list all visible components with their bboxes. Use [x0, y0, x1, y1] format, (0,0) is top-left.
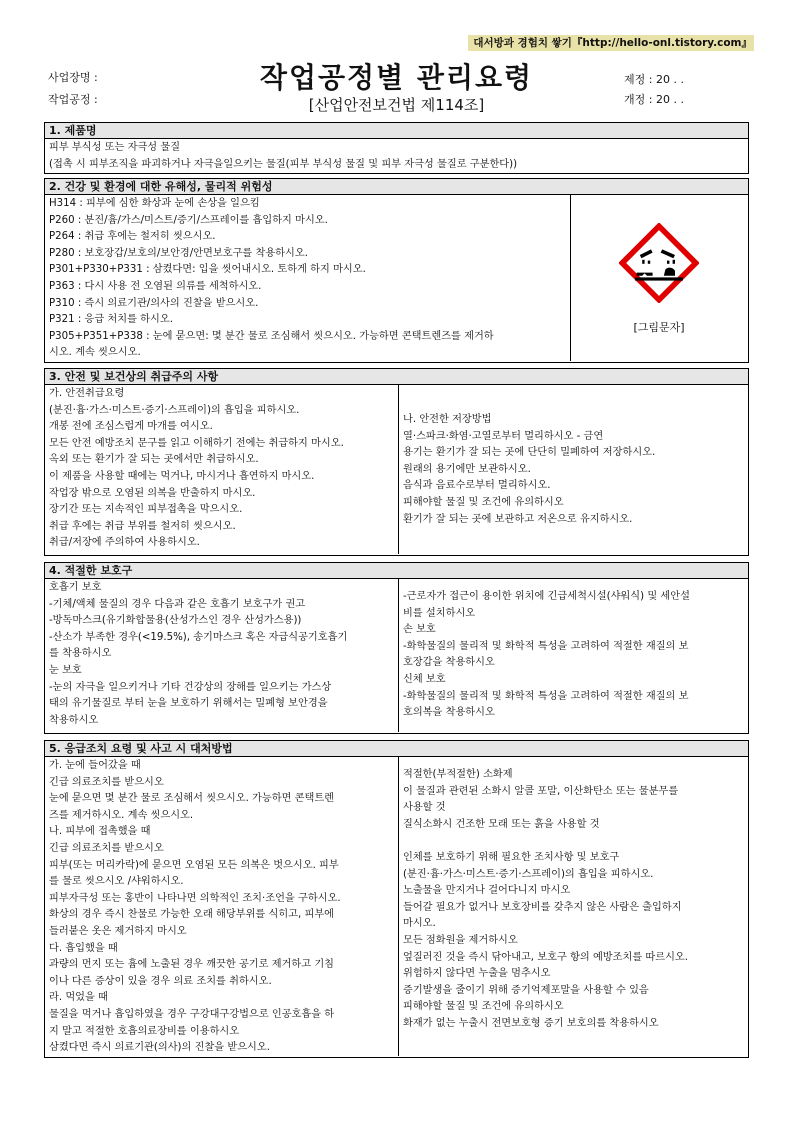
text-line: 이 제품을 사용할 때에는 먹거나, 마시거나 흡연하지 마시오.	[49, 470, 315, 482]
text-line	[403, 833, 743, 850]
text-line: 물질을 먹거나 흡입하였을 경우 구강대구강법으로 인공호흡을 하	[49, 1008, 335, 1020]
protection-right-column	[398, 579, 747, 732]
text-line: 긴급 의료조치를 받으시오	[49, 842, 164, 854]
corrosion-pictogram-icon	[619, 223, 699, 303]
text-line: 개봉 전에 조심스럽게 마개를 여시오.	[49, 421, 213, 433]
page-title: 작업공정별 관리요령	[259, 61, 534, 94]
section-handling	[44, 368, 749, 556]
first-aid-right-column	[398, 757, 747, 1056]
text-line: 취급/저장에 주의하여 사용하시오.	[49, 537, 200, 549]
text-line: P305+P351+P338 : 눈에 묻으면: 몇 분간 물로 조심해서 씻으시오. 가능하면 콘택트렌즈를 제거하	[49, 330, 494, 342]
text-line: 취급 후에는 취급 부위를 철저히 씻으시오.	[49, 520, 236, 532]
text-line: 작업장 밖으로 오염된 의복을 반출하지 마시오.	[49, 487, 256, 499]
text-line: 이 물질과 관련된 소화시 알콜 포말, 이산화탄소 또는 물분무를	[403, 785, 679, 797]
text-line: H314 : 피부에 심한 화상과 눈에 손상을 일으킴	[49, 198, 260, 209]
text-line: 피부 부식성 또는 자극성 물질	[49, 142, 181, 153]
text-line: 인체를 보호하기 위해 필요한 조치사항 및 보호구	[403, 851, 620, 863]
text-line: 환기가 잘 되는 곳에 보관하고 저온으로 유지하시오.	[403, 513, 633, 525]
text-line: 이나 다른 증상이 있을 경우 의료 조치를 취하시오.	[49, 975, 272, 987]
text-line: 태의 유기물질로 부터 눈을 보호하기 위해서는 밀폐형 보안경을	[49, 698, 328, 710]
hazard-statements	[45, 195, 570, 361]
text-line: 음식과 음료수로부터 멀리하시오.	[403, 480, 551, 492]
text-line: 마시오.	[403, 918, 436, 930]
text-line: 다. 흡입했을 때	[49, 942, 118, 954]
text-line: P363 : 다시 사용 전 오염된 의류를 세척하시오.	[49, 280, 262, 292]
text-line: 엎질러진 것을 즉시 닦아내고, 보호구 항의 예방조치를 따르시오.	[403, 951, 689, 963]
text-line: 삼켰다면 즉시 의료기관(의사)의 진찰을 받으시오.	[49, 1042, 270, 1054]
text-line: 모든 안전 예방조치 문구를 읽고 이해하기 전에는 취급하지 마시오.	[49, 437, 344, 449]
text-line: 노출물을 만지거나 걸어다니지 마시오	[403, 885, 571, 897]
text-line: (분진·흄·가스·미스트·증기·스프레이)의 흡입을 피하시오.	[49, 404, 300, 416]
section-title: 2. 건강 및 환경에 대한 유해성, 물리적 위험성	[45, 179, 748, 195]
section-body	[45, 139, 748, 173]
text-line: 피부(또는 머리카락)에 묻으면 오염된 모든 의복은 벗으시오. 피부	[49, 859, 339, 871]
text-line: 비를 설치하시오	[403, 607, 476, 619]
text-line: 과량의 먼지 또는 흄에 노출된 경우 깨끗한 공기로 제거하고 기침	[49, 959, 335, 971]
text-line: 호의복을 착용하시오	[403, 707, 495, 719]
text-line: 화재가 없는 누출시 전면보호형 증기 보호의를 착용하시오	[403, 1017, 659, 1029]
text-line: 손 보호	[403, 624, 436, 636]
text-line: 를 물로 씻으시오 /샤워하시오.	[49, 876, 184, 888]
text-line: 피부자극성 또는 홍반이 나타나면 의학적인 조치·조언을 구하시오.	[49, 892, 341, 904]
text-line: 모든 점화원을 제거하시오	[403, 934, 518, 946]
text-line: 위험하지 않다면 누출을 멈추시오	[403, 968, 551, 980]
text-line: 눈 보호	[49, 664, 82, 676]
pictogram-caption: [그림문자]	[633, 320, 685, 334]
text-line: (접촉 시 피부조직을 파괴하거나 자극을일으키는 물질(피부 부식성 물질 및 피부 자극성 물질로 구분한다))	[49, 158, 518, 170]
text-line: 즈를 제거하시오. 계속 씻으시오.	[49, 809, 194, 821]
section-hazards	[44, 178, 749, 363]
text-line: 질식소화시 건조한 모래 또는 흙을 사용할 것	[403, 818, 600, 830]
text-line: 피해야할 물질 및 조건에 유의하시오	[403, 1001, 564, 1013]
text-line: 긴급 의료조치를 받으시오	[49, 776, 164, 788]
revise-date-label: 개정 : 20 . .	[624, 93, 684, 106]
text-line: 사용할 것	[403, 802, 446, 814]
text-line: 화상의 경우 즉시 찬물로 가능한 오래 해당부위를 식히고, 피부에	[49, 909, 335, 921]
text-line: 증기발생을 줄이기 위해 증기억제포말을 사용할 수 있음	[403, 984, 649, 996]
pictogram-panel	[570, 195, 747, 361]
text-line: (분진·흄·가스·미스트·증기·스프레이)의 흡입을 피하시오.	[403, 868, 654, 880]
text-line: 원래의 용기에만 보관하시오.	[403, 463, 531, 475]
text-line: 가. 안전취급요령	[49, 388, 125, 399]
protection-left-column	[45, 579, 398, 732]
handling-left-column	[45, 385, 398, 554]
text-line: P310 : 즉시 의료기관/의사의 진찰을 받으시오.	[49, 297, 259, 309]
section-title: 3. 안전 및 보건상의 취급주의 사항	[45, 369, 748, 385]
section-product-name	[44, 122, 749, 174]
page-subtitle: [산업안전보건법 제114조]	[308, 96, 485, 114]
text-line: P301+P330+P331 : 삼켰다면: 입을 씻어내시오. 토하게 하지 마시오.	[49, 264, 366, 276]
text-line: -화학물질의 물리적 및 화학적 특성을 고려하여 적절한 재질의 보	[403, 690, 689, 702]
text-line: 시오. 계속 씻으시오.	[49, 347, 141, 359]
text-line: 옥외 또는 환기가 잘 되는 곳에서만 취급하시오.	[49, 454, 259, 466]
text-line: -방독마스크(유기화합물용(산성가스인 경우 산성가스용))	[49, 615, 302, 627]
text-line: 신체 보호	[403, 673, 446, 685]
text-line: 라. 먹었을 때	[49, 992, 108, 1004]
handling-right-column	[398, 385, 747, 554]
text-line: 가. 눈에 들어갔을 때	[49, 760, 141, 771]
section-protective-equipment	[44, 562, 749, 734]
text-line: 지 말고 적절한 호흡의료장비를 이용하시오	[49, 1025, 240, 1037]
text-line: 들러붙은 옷은 제거하지 마시오	[49, 925, 187, 937]
text-line: 피해야할 물질 및 조건에 유의하시오	[403, 496, 564, 508]
text-line: P264 : 취급 후에는 철저히 씻으시오.	[49, 231, 216, 243]
text-line: 용기는 환기가 잘 되는 곳에 단단히 밀폐하여 저장하시오.	[403, 447, 656, 459]
enact-date-label: 제정 : 20 . .	[624, 73, 684, 86]
first-aid-left-column	[45, 757, 398, 1056]
text-line: 나. 피부에 접촉했을 때	[49, 826, 151, 838]
text-line: 눈에 묻으면 몇 분간 물로 조심해서 씻으시오. 가능하면 콘택트렌	[49, 793, 335, 805]
section-title: 1. 제품명	[45, 123, 748, 139]
text-line: 장기간 또는 지속적인 피부접촉을 막으시오.	[49, 504, 243, 516]
text-line: 호흡기 보호	[49, 582, 102, 593]
brand-banner: 대서방과 경험치 쌓기『http://hello-onl.tistory.com』	[468, 35, 754, 51]
text-line: 호장갑을 착용하시오	[403, 657, 495, 669]
text-line: -산소가 부족한 경우(<19.5%), 송기마스크 혹은 자급식공기호흡기	[49, 631, 348, 643]
text-line: -근로자가 접근이 용이한 위치에 긴급세척시설(샤워식) 및 세안설	[403, 591, 690, 602]
text-line: 적절한(부적절한) 소화제	[403, 769, 513, 780]
text-line: 들어갈 필요가 없거나 보호장비를 갖추지 않은 사람은 출입하지	[403, 901, 682, 913]
workplace-label: 사업장명 :	[48, 71, 98, 84]
section-title: 5. 응급조치 요령 및 사고 시 대처방법	[45, 741, 748, 757]
text-line: -화학물질의 물리적 및 화학적 특성을 고려하여 적절한 재질의 보	[403, 640, 689, 652]
text-line: 나. 안전한 저장방법	[403, 414, 492, 425]
process-label: 작업공정 :	[48, 93, 98, 106]
section-first-aid	[44, 740, 749, 1058]
text-line: -기체/액체 물질의 경우 다음과 같은 호흡기 보호구가 권고	[49, 598, 306, 610]
text-line: P321 : 응급 처치를 하시오.	[49, 314, 173, 326]
text-line: P260 : 분진/흄/가스/미스트/증기/스프레이를 흡입하지 마시오.	[49, 214, 328, 226]
section-title: 4. 적절한 보호구	[45, 563, 748, 579]
text-line: 를 착용하시오	[49, 648, 112, 660]
text-line: P280 : 보호장갑/보호의/보안경/안면보호구를 착용하시오.	[49, 247, 308, 259]
text-line: -눈의 자극을 일으키거나 기타 건강상의 장해를 일으키는 가스상	[49, 681, 332, 693]
text-line: 착용하시오	[49, 714, 99, 726]
text-line: 열·스파크·화염·고열로부터 멀리하시오 - 금연	[403, 430, 604, 442]
